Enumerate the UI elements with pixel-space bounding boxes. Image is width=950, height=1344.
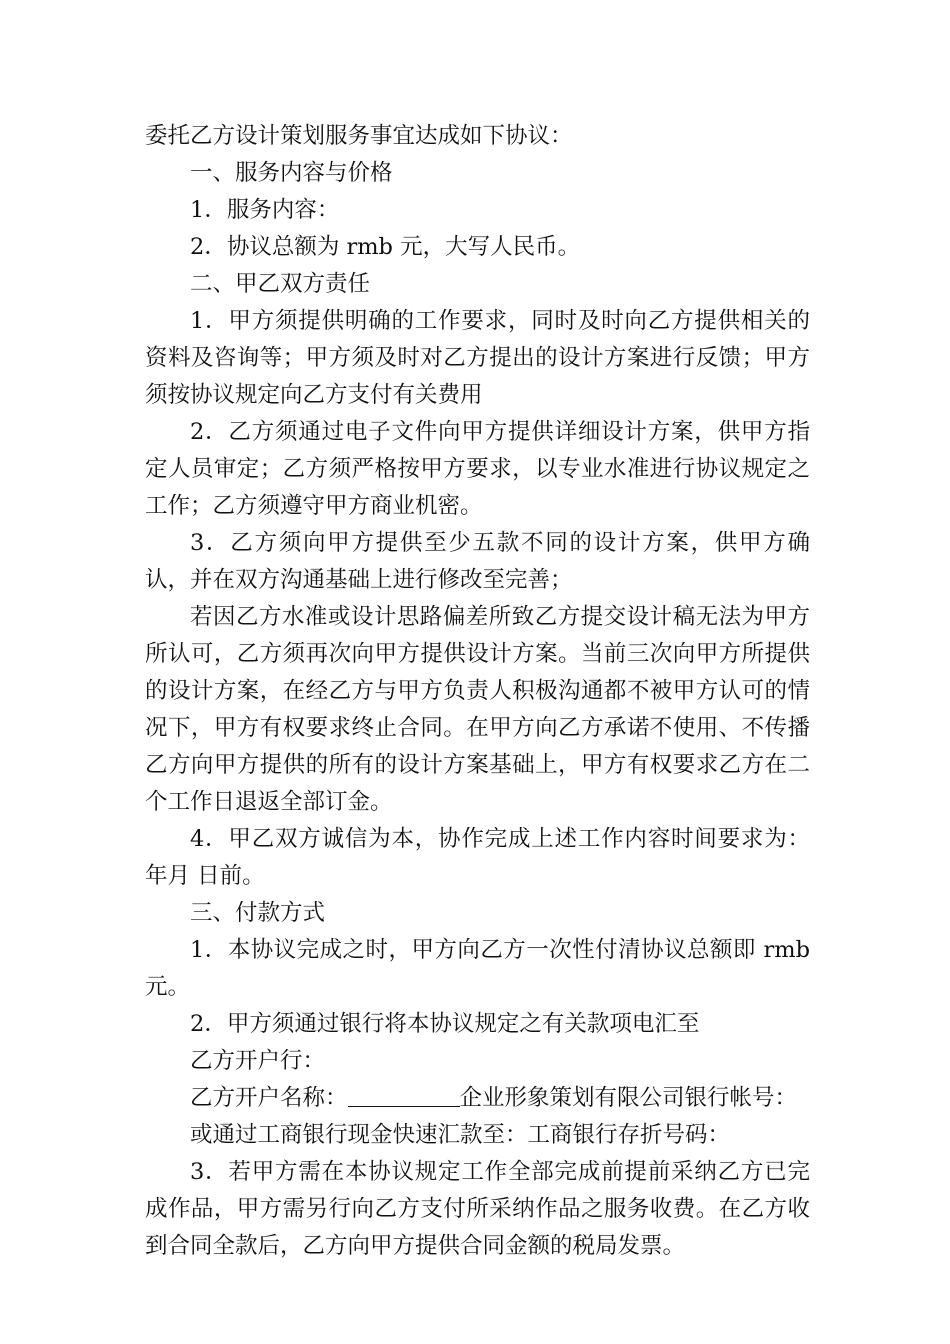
document-body	[145, 118, 810, 1265]
section-1-item-1: 1．服务内容：	[190, 197, 340, 223]
section-2-heading: 二、甲乙双方责任	[190, 271, 371, 297]
intro-paragraph: 委托乙方设计策划服务事宜达成如下协议：	[145, 123, 573, 149]
section-2-item-4: 4．甲乙双方诚信为本，协作完成上述工作内容时间要求为：年月 日前。	[145, 826, 810, 889]
section-1-heading: 一、服务内容与价格	[190, 160, 393, 186]
section-2-item-2: 2．乙方须通过电子文件向甲方提供详细设计方案，供甲方指定人员审定；乙方须严格按甲方要求，以专业水准进行协议规定之工作；乙方须遵守甲方商业机密。	[145, 419, 810, 519]
section-3-item-2: 2．甲方须通过银行将本协议规定之有关款项电汇至	[190, 1011, 700, 1037]
section-3-heading: 三、付款方式	[190, 900, 326, 926]
section-3-item-3: 3．若甲方需在本协议规定工作全部完成前提前采纳乙方已完成作品，甲方需另行向乙方支付所采纳作品之服务收费。在乙方收到合同全款后，乙方向甲方提供合同金额的税局发票。	[145, 1159, 810, 1259]
bank-branch-line: 乙方开户行：	[190, 1048, 326, 1074]
section-1-item-2: 2．协议总额为 rmb 元，大写人民币。	[190, 234, 581, 260]
bank-transfer-line: 或通过工商银行现金快速汇款至：工商银行存折号码：	[190, 1122, 731, 1148]
section-2-item-3: 3．乙方须向甲方提供至少五款不同的设计方案，供甲方确认，并在双方沟通基础上进行修改至完善；	[145, 530, 810, 593]
fill-in-blank	[348, 1082, 460, 1107]
section-3-item-1: 1．本协议完成之时，甲方向乙方一次性付清协议总额即 rmb 元。	[145, 937, 810, 1000]
account-name-label: 乙方开户名称：	[190, 1085, 348, 1111]
section-2-item-3-continued: 若因乙方水准或设计思路偏差所致乙方提交设计稿无法为甲方所认可，乙方须再次向甲方提供设计方案。当前三次向甲方所提供的设计方案，在经乙方与甲方负责人积极沟通都不被甲方认可的情况下，甲方有权要求终止合同。在甲方向乙方承诺不使用、不传播乙方向甲方提供的所有的设计方案基础上，甲方有权要求乙方在二个工作日退返全部订金。	[145, 604, 810, 815]
company-account-text: 企业形象策划有限公司银行帐号：	[459, 1085, 798, 1111]
section-2-item-1: 1．甲方须提供明确的工作要求，同时及时向乙方提供相关的资料及咨询等；甲方须及时对乙方提出的设计方案进行反馈；甲方须按协议规定向乙方支付有关费用	[145, 308, 810, 408]
bank-account-name-line	[145, 1080, 810, 1117]
